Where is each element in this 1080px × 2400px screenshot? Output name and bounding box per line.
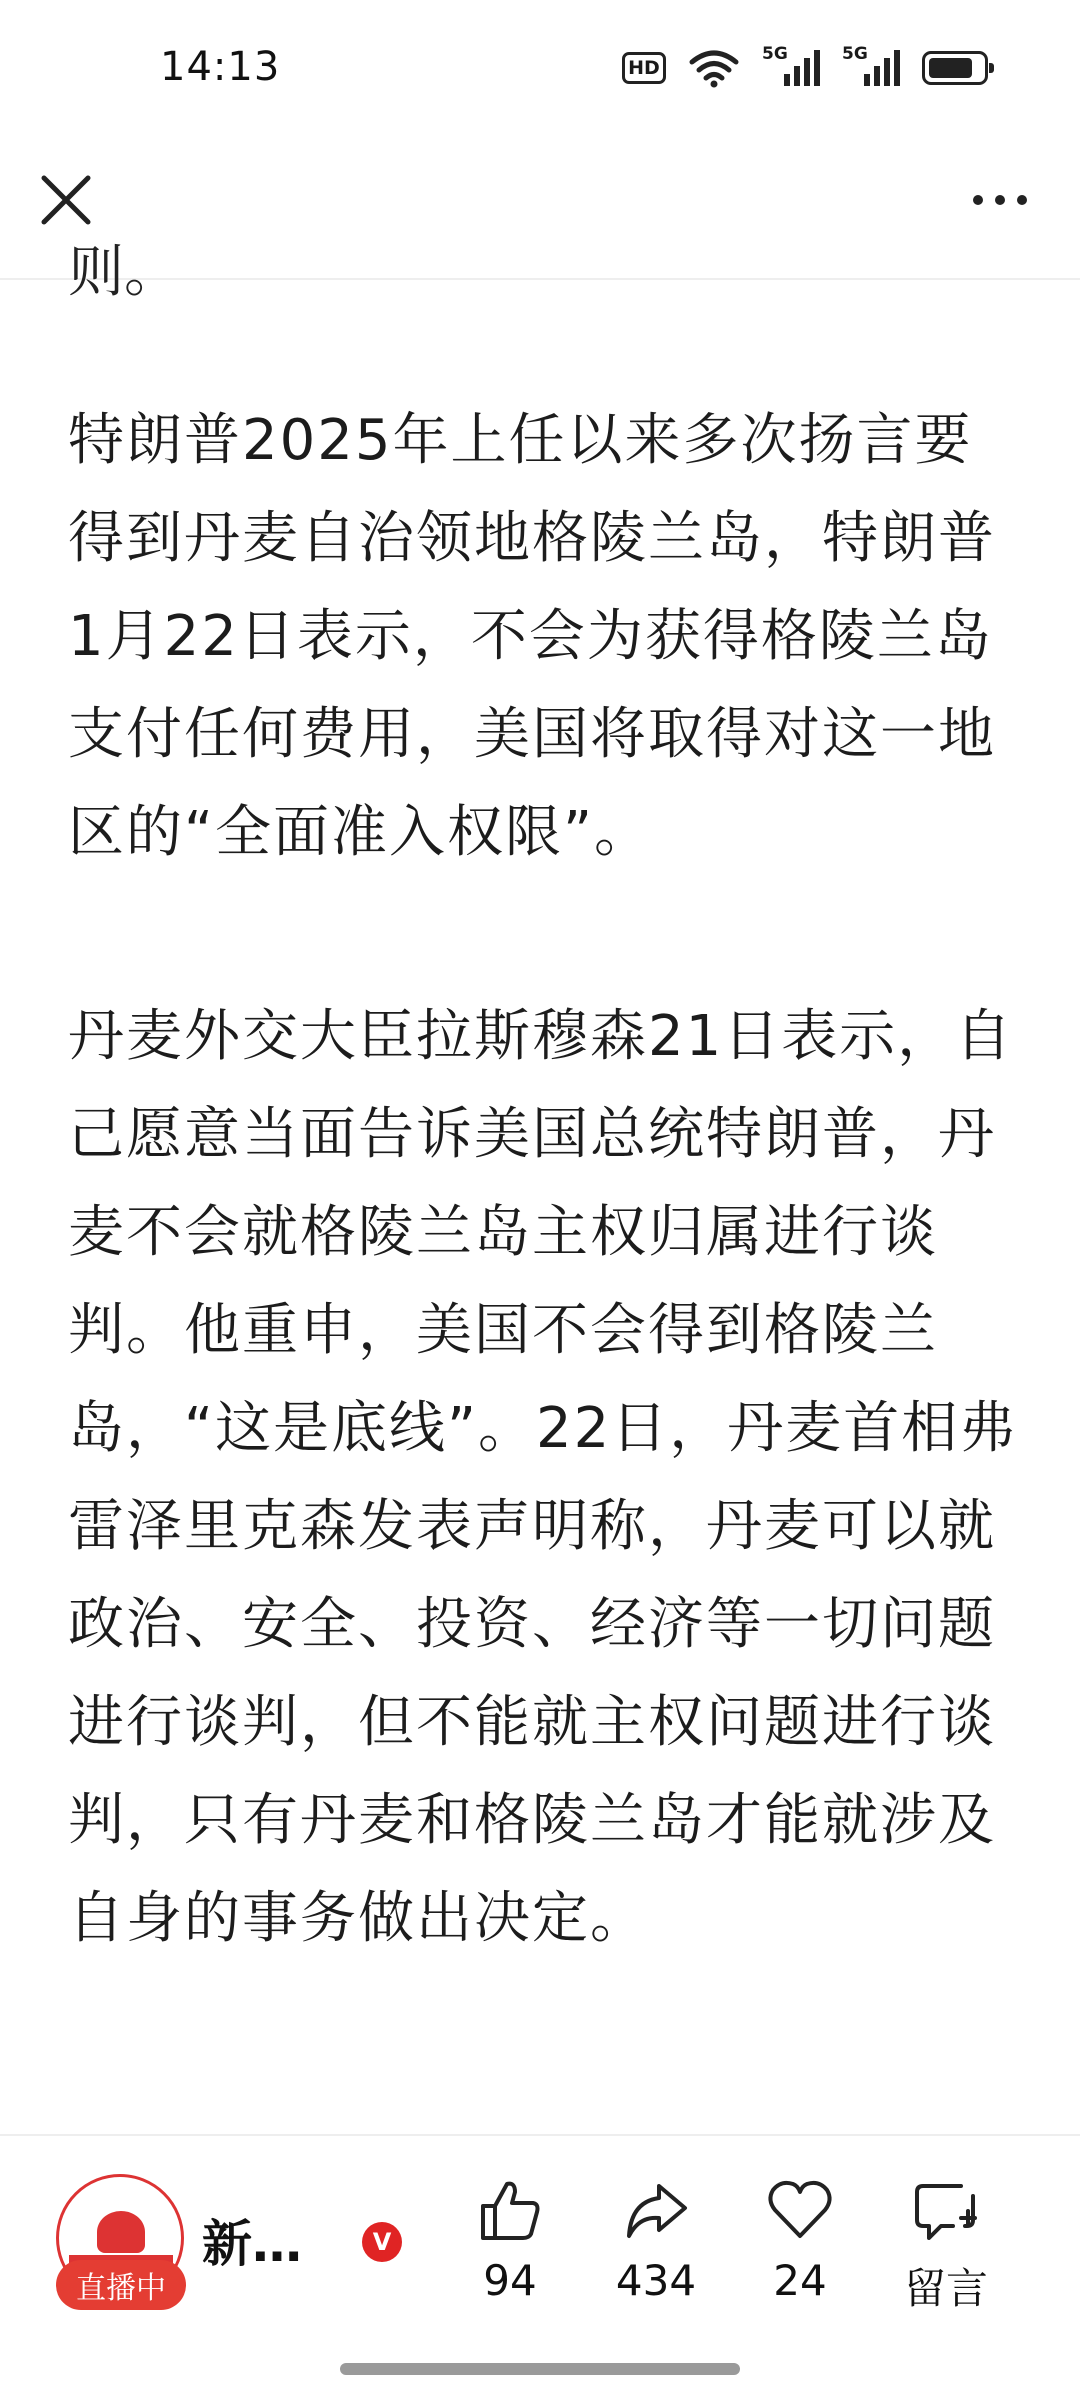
status-time: 14:13 (160, 44, 281, 90)
comment-add-icon (911, 2176, 981, 2246)
more-icon (973, 195, 983, 205)
comment-label: 留言 (903, 2264, 988, 2313)
signal-icon-2: 5G (842, 48, 900, 88)
live-badge[interactable]: 直播中 (56, 2260, 186, 2310)
battery-icon (922, 51, 988, 85)
more-button[interactable] (960, 180, 1040, 220)
share-count: 434 (615, 2256, 697, 2305)
signal-icon-1: 5G (762, 48, 820, 88)
status-icons (622, 44, 988, 88)
avatar-logo-icon (97, 2211, 145, 2253)
wifi-icon (688, 48, 740, 88)
favorite-count: 24 (773, 2256, 827, 2305)
close-button[interactable] (36, 170, 96, 230)
article-paragraph: 丹麦外交大臣拉斯穆森21日表示，自己愿意当面告诉美国总统特朗普，丹麦不会就格陵兰岛主权归属进行谈判。他重申，美国不会得到格陵兰岛，“这是底线”。22日，丹麦首相弗雷泽里克森发表声明称，丹麦可以就政治、安全、投资、经济等一切问题进行谈判，但不能就主权问题进行谈判，只有丹麦和格陵兰岛才能就涉及自身的事务做出决定。 (68, 1004, 1018, 1951)
share-button[interactable] (586, 2176, 726, 2316)
close-icon (36, 170, 96, 230)
like-count: 94 (483, 2256, 537, 2305)
article-partial-line: 则。 (68, 240, 180, 305)
favorite-button[interactable] (730, 2176, 870, 2316)
heart-icon (765, 2176, 835, 2246)
article-body (0, 240, 1080, 2130)
verified-badge: V (362, 2222, 402, 2262)
share-icon (621, 2176, 691, 2246)
hd-icon: HD (622, 52, 666, 84)
home-indicator[interactable] (340, 2363, 740, 2375)
thumbs-up-icon (475, 2176, 545, 2246)
status-bar (0, 0, 1080, 140)
like-button[interactable] (440, 2176, 580, 2316)
bottom-action-bar (0, 2134, 1080, 2346)
article-paragraph: 特朗普2025年上任以来多次扬言要得到丹麦自治领地格陵兰岛，特朗普1月22日表示，不会为获得格陵兰岛支付任何费用，美国将取得对这一地区的“全面准入权限”。 (68, 408, 996, 865)
comment-button[interactable] (876, 2176, 1016, 2316)
author-name[interactable]: 新… (202, 2215, 302, 2273)
